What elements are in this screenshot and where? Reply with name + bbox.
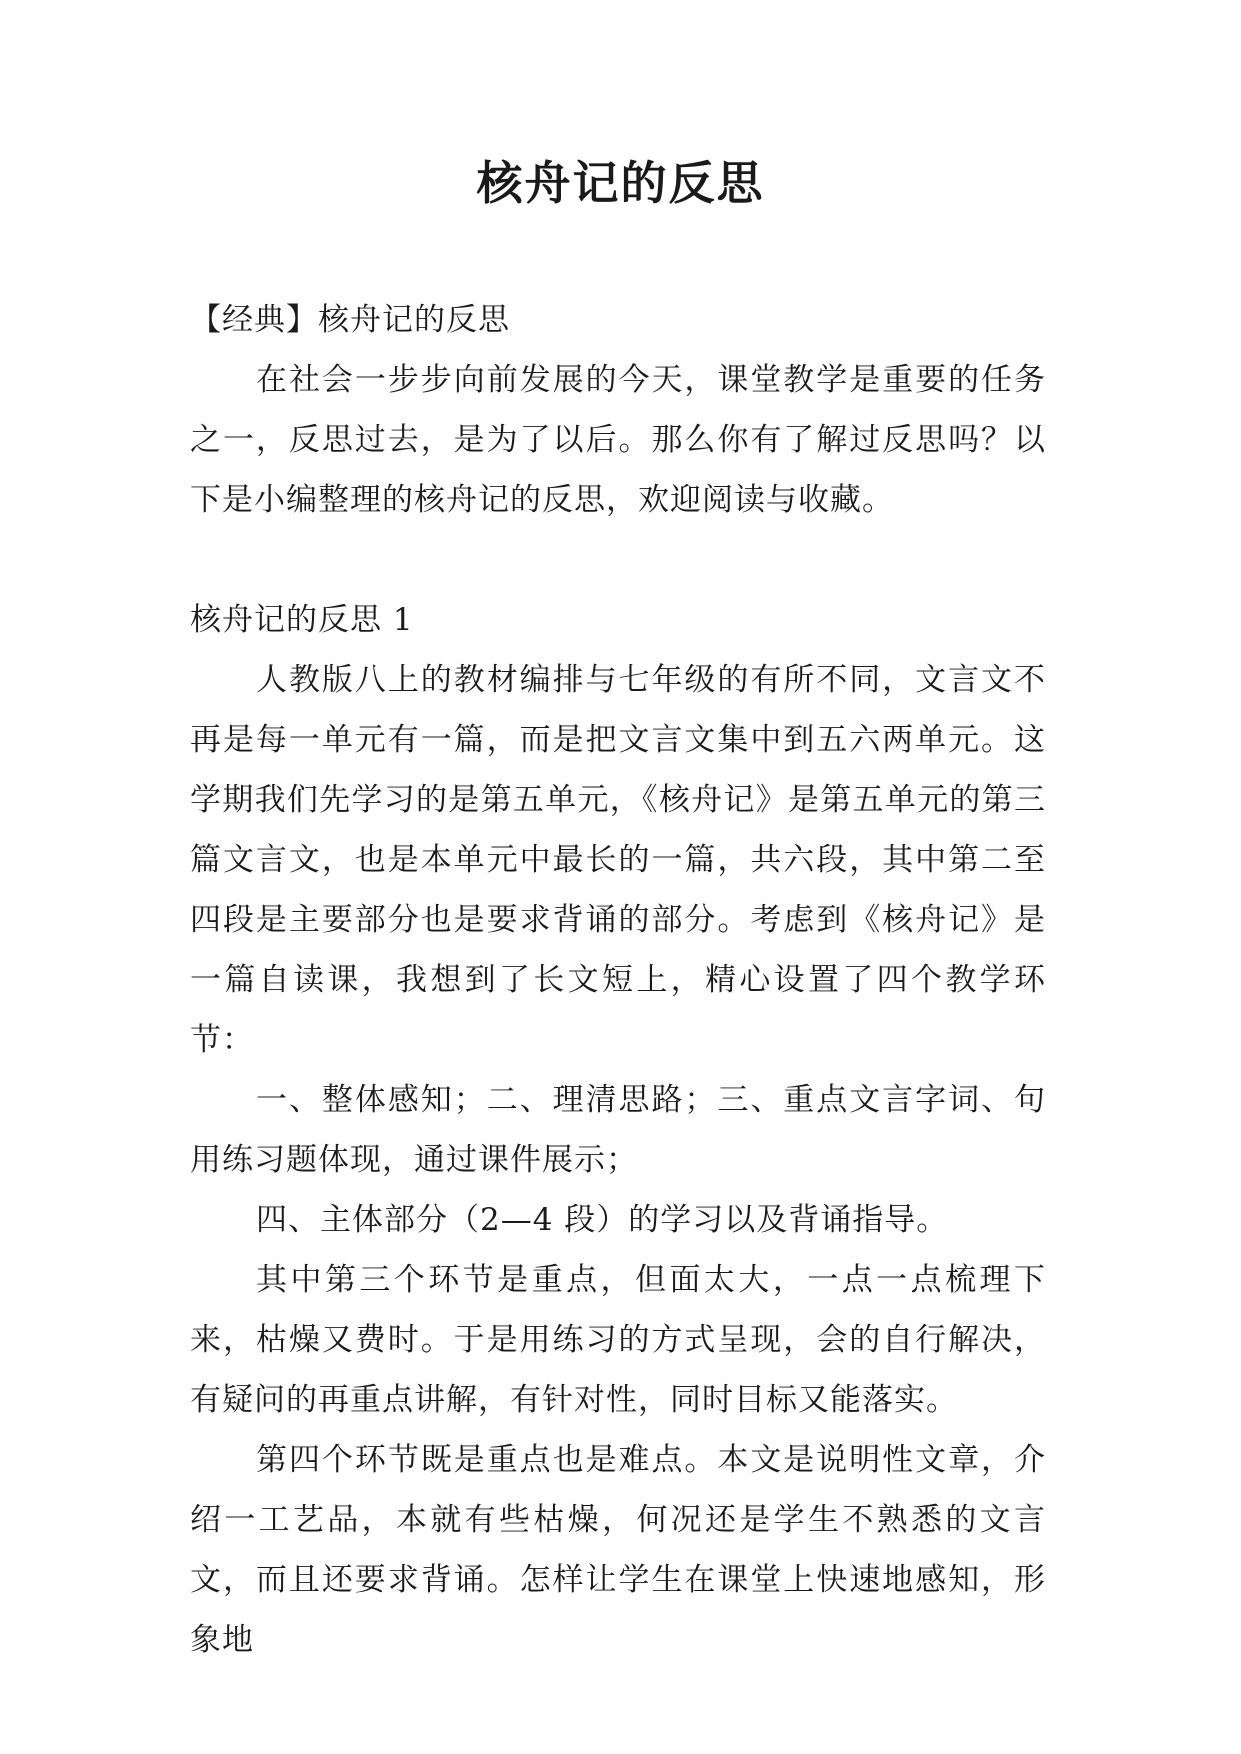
section-heading: 核舟记的反思 1 <box>190 602 414 638</box>
section-spacer <box>190 530 1046 590</box>
body-paragraph-5: 第四个环节既是重点也是难点。本文是说明性文章，介绍一工艺品，本就有些枯燥，何况还是学生不熟悉的文言文，而且还要求背诵。怎样让学生在课堂上快速地感知，形象地 <box>190 1442 1046 1658</box>
subtitle-line: 【经典】核舟记的反思 <box>190 302 510 338</box>
document-body <box>190 290 1046 1670</box>
body-paragraph-2: 一、整体感知；二、理清思路；三、重点文言字词、句用练习题体现，通过课件展示； <box>190 1082 1046 1178</box>
document-title: 核舟记的反思 <box>476 156 765 210</box>
intro-paragraph: 在社会一步步向前发展的今天，课堂教学是重要的任务之一，反思过去，是为了以后。那么你有了解过反思吗？以下是小编整理的核舟记的反思，欢迎阅读与收藏。 <box>190 362 1046 518</box>
body-paragraph-3: 四、主体部分（2—4 段）的学习以及背诵指导。 <box>256 1202 949 1238</box>
body-paragraph-4: 其中第三个环节是重点，但面太大，一点一点梳理下来，枯燥又费时。于是用练习的方式呈现，会的自行解决，有疑问的再重点讲解，有针对性，同时目标又能落实。 <box>190 1262 1046 1418</box>
body-paragraph-1: 人教版八上的教材编排与七年级的有所不同，文言文不再是每一单元有一篇，而是把文言文集中到五六两单元。这学期我们先学习的是第五单元，《核舟记》是第五单元的第三篇文言文，也是本单元中最长的一篇，共六段，其中第二至四段是主要部分也是要求背诵的部分。考虑到《核舟记》是一篇自读课，我想到了长文短上，精心设置了四个教学环节： <box>190 662 1046 1058</box>
